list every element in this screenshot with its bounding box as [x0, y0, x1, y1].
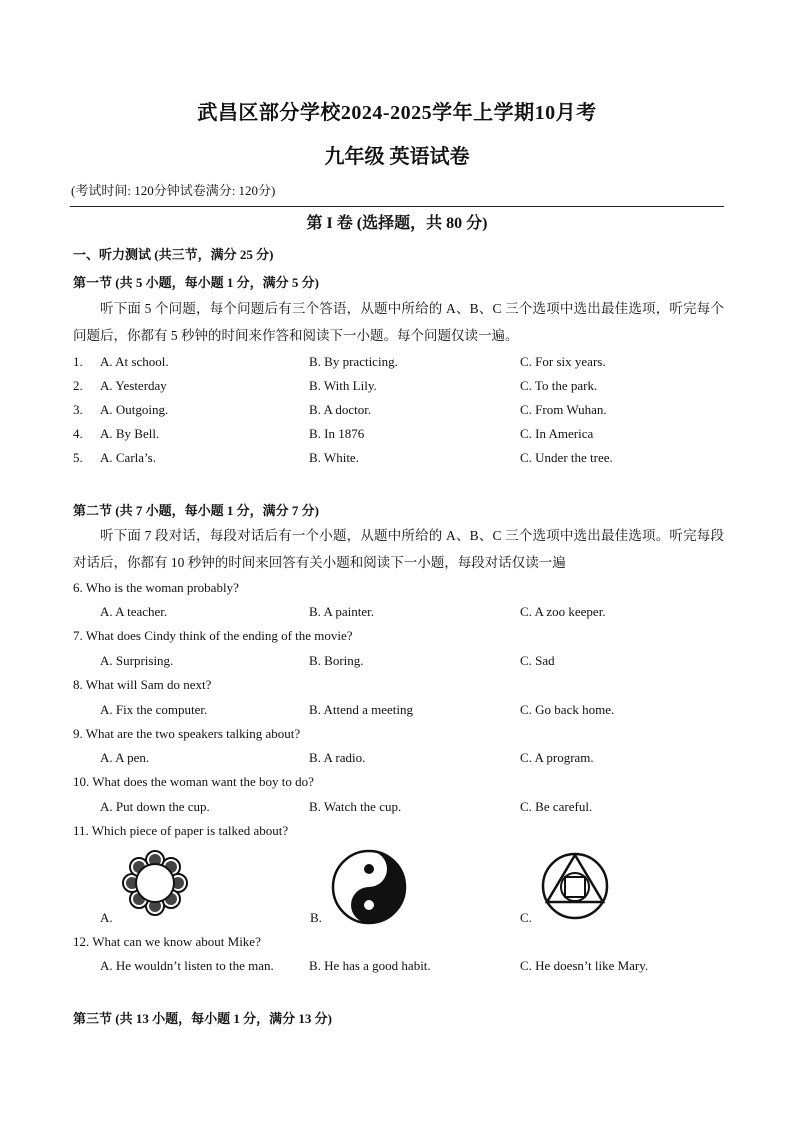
- option-c: C. To the park.: [520, 378, 598, 393]
- option-a: A. Surprising.: [100, 653, 174, 668]
- s1-item-1: [73, 354, 733, 374]
- option-c: C. From Wuhan.: [520, 402, 607, 417]
- exam-title: 武昌区部分学校2024-2025学年上学期10月考: [197, 102, 597, 124]
- option-c: C. A program.: [520, 750, 594, 765]
- option-a: A. He wouldn’t listen to the man.: [100, 958, 274, 973]
- option-a: A. A pen.: [100, 750, 150, 765]
- item-number: 1.: [73, 354, 83, 369]
- option-c: C. Sad: [520, 653, 555, 668]
- option-b: B. Attend a meeting: [309, 702, 413, 717]
- s1-item-3: [73, 402, 733, 422]
- s1-item-2: [73, 378, 733, 398]
- question-10: 10. What does the woman want the boy to do?: [73, 774, 314, 789]
- item-number: 2.: [73, 378, 83, 393]
- flower-paper-icon: [120, 848, 190, 918]
- option-b: B. White.: [309, 450, 359, 465]
- listening-heading: 一、听力测试 (共三节，满分 25 分): [73, 247, 274, 262]
- exam-subtitle: 九年级 英语试卷: [324, 146, 470, 168]
- yin-yang-icon: [330, 848, 408, 926]
- q10-options: [73, 799, 733, 819]
- section3-heading: 第三节 (共 13 小题，每小题 1 分，满分 13 分): [73, 1011, 332, 1026]
- option-a: A. At school.: [100, 354, 169, 369]
- question-8: 8. What will Sam do next?: [73, 677, 212, 692]
- s1-item-5: [73, 450, 733, 470]
- q9-options: [73, 750, 733, 770]
- s1-item-4: [73, 426, 733, 446]
- option-c: C. In America: [520, 426, 594, 441]
- section1-instructions: 听下面 5 个问题，每个问题后有三个答语，从题中所给的 A、B、C 三个选项中选出最佳选项，听完每个问题后，你都有 5 秒钟的时间来作答和阅读下一小题。每个问题仅读一遍。: [73, 301, 724, 343]
- option-b: B. A doctor.: [309, 402, 372, 417]
- option-b-label: B.: [310, 910, 322, 925]
- option-b: B. He has a good habit.: [309, 958, 431, 973]
- section2-heading: 第二节 (共 7 小题，每小题 1 分，满分 7 分): [73, 503, 319, 518]
- option-c: C. Be careful.: [520, 799, 593, 814]
- option-b: B. In 1876: [309, 426, 365, 441]
- option-a: A. Outgoing.: [100, 402, 169, 417]
- option-c: C. Under the tree.: [520, 450, 613, 465]
- exam-info: (考试时间: 120分钟试卷满分: 120分): [71, 183, 276, 198]
- option-b: B. A painter.: [309, 604, 374, 619]
- item-number: 4.: [73, 426, 83, 441]
- section1-heading: 第一节 (共 5 小题，每小题 1 分，满分 5 分): [73, 275, 319, 290]
- question-9: 9. What are the two speakers talking about?: [73, 726, 301, 741]
- option-b: B. A radio.: [309, 750, 366, 765]
- question-12: 12. What can we know about Mike?: [73, 934, 261, 949]
- option-a: A. Yesterday: [100, 378, 167, 393]
- option-c: C. For six years.: [520, 354, 606, 369]
- option-b: B. Watch the cup.: [309, 799, 402, 814]
- option-c-label: C.: [520, 910, 532, 925]
- option-c: C. A zoo keeper.: [520, 604, 606, 619]
- option-a-label: A.: [100, 910, 113, 925]
- option-a: A. Fix the computer.: [100, 702, 208, 717]
- option-b: B. By practicing.: [309, 354, 398, 369]
- question-11: 11. Which piece of paper is talked about?: [73, 823, 289, 838]
- question-7: 7. What does Cindy think of the ending of the movie?: [73, 628, 353, 643]
- q12-options: [73, 958, 733, 978]
- section2-instructions: 听下面 7 段对话，每段对话后有一个小题，从题中所给的 A、B、C 三个选项中选出最佳选项。听完每段对话后，你都有 10 秒钟的时间来回答有关小题和阅读下一小题，每段对话仅读一遍: [73, 528, 724, 570]
- item-number: 3.: [73, 402, 83, 417]
- option-b: B. Boring.: [309, 653, 364, 668]
- q6-options: [73, 604, 733, 624]
- geometric-shapes-icon: [540, 850, 610, 920]
- option-b: B. With Lily.: [309, 378, 377, 393]
- option-a: A. By Bell.: [100, 426, 160, 441]
- header-divider: [70, 206, 724, 207]
- item-number: 5.: [73, 450, 83, 465]
- q8-options: [73, 702, 733, 722]
- option-a: A. Carla’s.: [100, 450, 156, 465]
- option-a: A. A teacher.: [100, 604, 168, 619]
- option-c: C. Go back home.: [520, 702, 615, 717]
- q7-options: [73, 653, 733, 673]
- option-c: C. He doesn’t like Mary.: [520, 958, 649, 973]
- question-6: 6. Who is the woman probably?: [73, 580, 239, 595]
- part1-title: 第 I 卷 (选择题，共 80 分): [306, 215, 488, 232]
- option-a: A. Put down the cup.: [100, 799, 210, 814]
